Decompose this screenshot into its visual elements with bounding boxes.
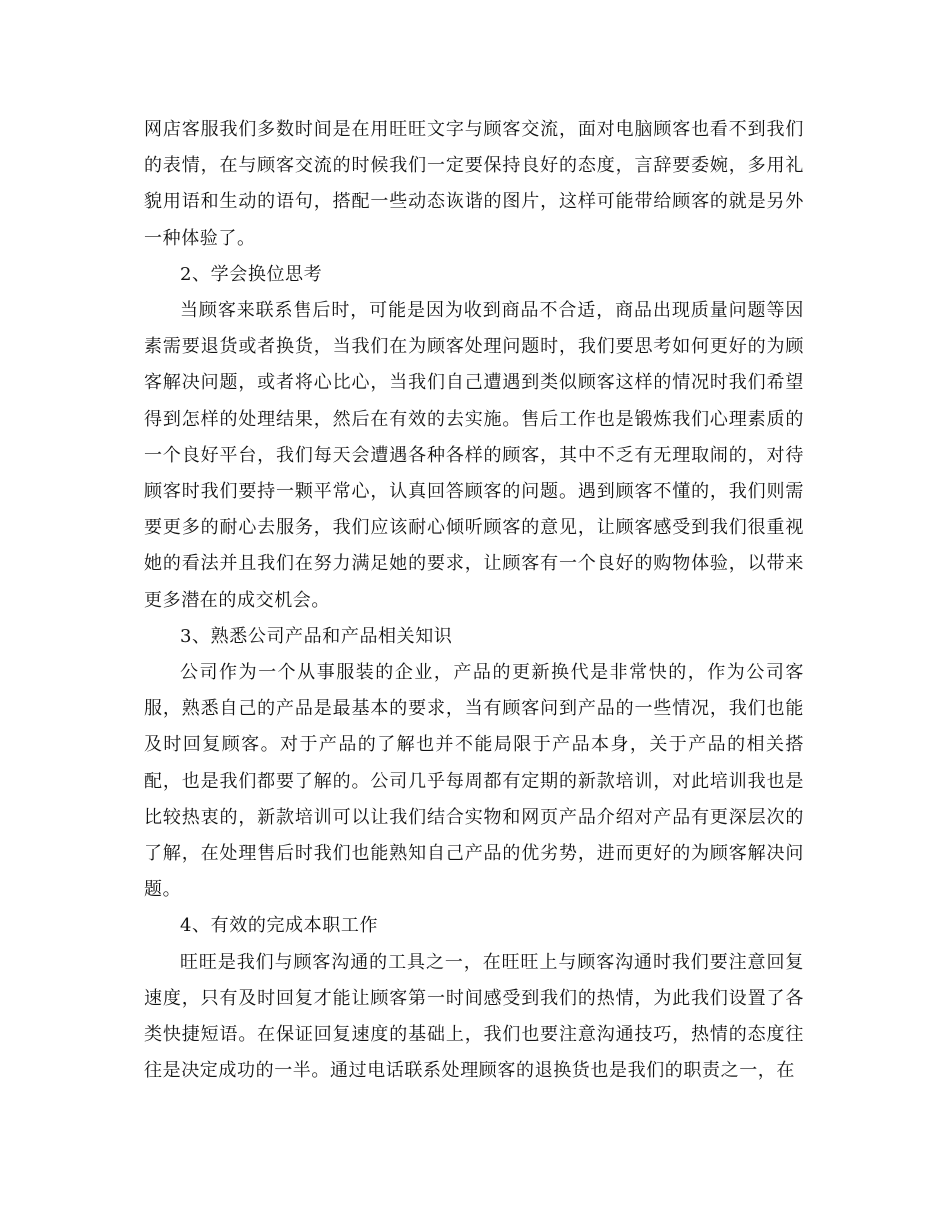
paragraph-section-3: 公司作为一个从事服装的企业，产品的更新换代是非常快的，作为公司客服，熟悉自己的产品是最基本的要求，当有顾客问到产品的一些情况，我们也能及时回复顾客。对于产品的了解也并不能局限于产品本身，关于产品的相关搭配，也是我们都要了解的。公司几乎每周都有定期的新款培训，对此培训我也是比较热衷的，新款培训可以让我们结合实物和网页产品介绍对产品有更深层次的了解，在处理售后时我们也能熟知自己产品的优劣势，进而更好的为顾客解决问题。: [144, 662, 804, 901]
section-heading-3: 3、熟悉公司产品和产品相关知识: [180, 625, 453, 647]
section-heading-4: 4、有效的完成本职工作: [180, 915, 379, 937]
section-heading-2: 2、学会换位思考: [180, 263, 323, 285]
paragraph-intro-continued: 网店客服我们多数时间是在用旺旺文字与顾客交流，面对电脑顾客也看不到我们的表情，在与顾客交流的时候我们一定要保持良好的态度，言辞要委婉，多用礼貌用语和生动的语句，搭配一些动态诙谐的图片，这样可能带给顾客的就是另外一种体验了。: [144, 119, 804, 249]
paragraph-section-2: 当顾客来联系售后时，可能是因为收到商品不合适，商品出现质量问题等因素需要退货或者换货，当我们在为顾客处理问题时，我们要思考如何更好的为顾客解决问题，或者将心比心，当我们自己遭遇到类似顾客这样的情况时我们希望得到怎样的处理结果，然后在有效的去实施。售后工作也是锻炼我们心理素质的一个良好平台，我们每天会遭遇各种各样的顾客，其中不乏有无理取闹的，对待顾客时我们要持一颗平常心，认真回答顾客的问题。遇到顾客不懂的，我们则需要更多的耐心去服务，我们应该耐心倾听顾客的意见，让顾客感受到我们很重视她的看法并且我们在努力满足她的要求，让顾客有一个良好的购物体验，以带来更多潜在的成交机会。: [144, 300, 804, 611]
document-page: [144, 112, 804, 1089]
paragraph-section-4: 旺旺是我们与顾客沟通的工具之一，在旺旺上与顾客沟通时我们要注意回复速度，只有及时回复才能让顾客第一时间感受到我们的热情，为此我们设置了各类快捷短语。在保证回复速度的基础上，我们也要注意沟通技巧，热情的态度往往是决定成功的一半。通过电话联系处理顾客的退换货也是我们的职责之一，在: [144, 951, 804, 1082]
